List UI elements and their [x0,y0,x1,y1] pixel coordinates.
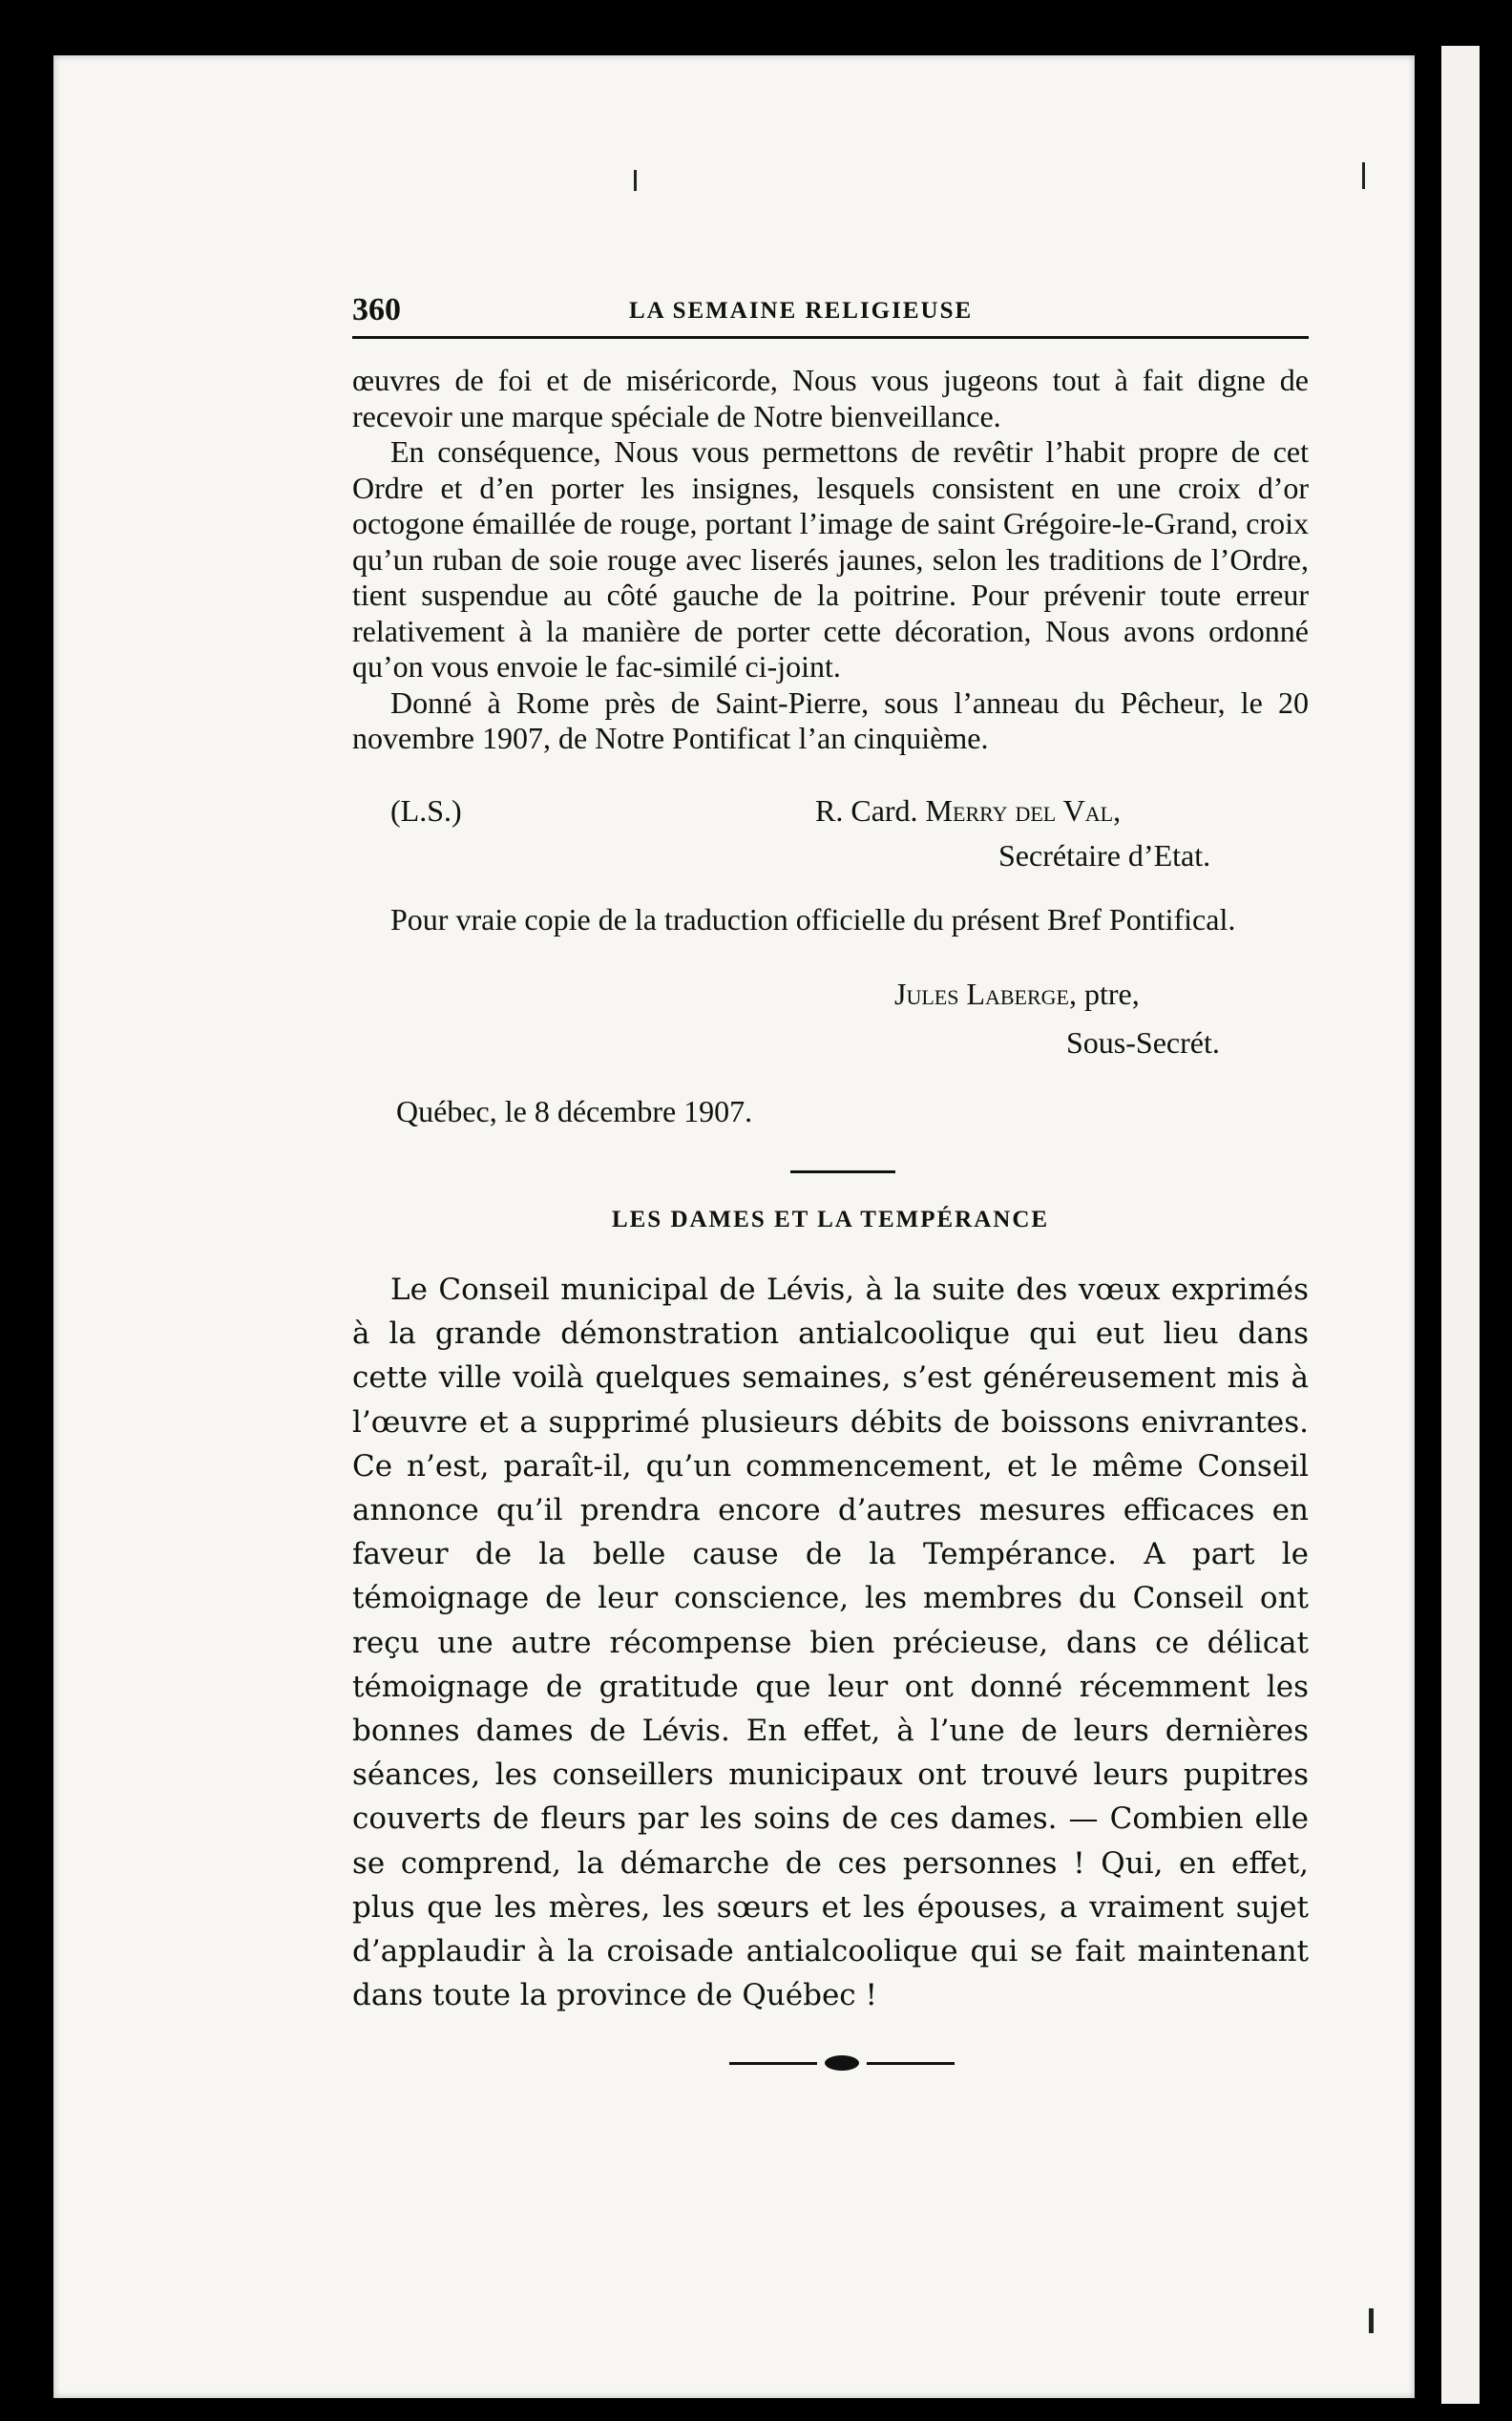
article-title: LES DAMES ET LA TEMPÉRANCE [611,1207,1050,1232]
brief-paragraph-1: œuvres de foi et de miséricorde, Nous vous jugeons tout à fait digne de recevoir une marque spéciale de Notre bienveillance. [352,363,1309,433]
scan-speck [1362,162,1365,189]
end-ornament [729,2053,955,2073]
certification-signatory [894,977,1140,1012]
scan-speck [634,170,637,191]
certification-signatory-title: Sous-Secrét. [1066,1025,1220,1060]
brief-paragraph-3: Donné à Rome près de Saint-Pierre, sous l’anneau du Pêcheur, le 20 novembre 1907, de Notre Pontificat l’an cinquième. [352,684,1309,755]
ornament-center [825,2055,859,2071]
brief-text [352,363,1309,757]
book-page [53,55,1415,2398]
ornament-right-line [867,2062,955,2065]
section-divider [790,1170,895,1173]
certification-text: Pour vraie copie de la traduction officielle du présent Bref Pontifical. [390,902,1236,937]
certification-signatory-name: Jules Laberge [894,977,1069,1011]
article-body: Le Conseil municipal de Lévis, à la suite des vœux exprimés à la grande démonstration antialcoolique qui eut lieu dans cette ville voilà quelques semaines, s’est généreusement mis à l’œuvre et a supprimé plusieurs débits de boissons enivrantes. Ce n’est, paraît-il, qu’un commencement, et le même Conseil annonce qu’il prendra encore d’autres mesures efficaces en faveur de la belle cause de la Tempérance. A part le témoignage de leur conscience, les membres du Conseil ont reçu une autre récompense bien précieuse, dans ce délicat témoignage de gratitude que leur ont donné récemment les bonnes dames de Lévis. En effet, à l’une de leurs dernières séances, les conseillers municipaux ont trouvé leurs pupitres couverts de fleurs par les soins de ces dames. — Combien elle se comprend, la démarche de ces personnes ! Qui, en effet, plus que les mères, les sœurs et les épouses, a vraiment sujet d’applaudir à la croisade antialcoolique qui se fait maintenant dans toute la province de Québec ! [352,1273,1309,2013]
certification-signatory-suffix: , ptre, [1069,977,1140,1011]
header-rule [352,336,1309,339]
adjacent-page-edge [1441,46,1480,2404]
dateline: Québec, le 8 décembre 1907. [396,1094,753,1128]
brief-paragraph-2: En conséquence, Nous vous permettons de revêtir l’habit propre de cet Ordre et d’en porter les insignes, lesquels consistent en une croix d’or octogone émaillée de rouge, portant l’image de saint Grégoire-le-Grand, croix qu’un ruban de soie rouge avec liserés jaunes, selon les traditions de l’Ordre, tient suspendue au côté gauche de la poitrine. Pour prévenir toute erreur relativement à la manière de porter cette décoration, Nous avons ordonné qu’on vous envoie le fac-similé ci-joint. [352,434,1309,684]
page-number: 360 [352,292,401,327]
brief-signatory [815,793,1121,829]
running-head: LA SEMAINE RELIGIEUSE [629,298,974,324]
brief-signatory-title: Secrétaire d’Etat. [998,838,1211,873]
scan-speck [1369,2308,1374,2333]
page-header [352,292,1309,340]
signatory-prefix: R. Card. [815,793,926,828]
signatory-name: Merry del Val, [925,793,1122,828]
ornament-left-line [729,2062,817,2065]
seal-mark: (L.S.) [390,793,462,828]
